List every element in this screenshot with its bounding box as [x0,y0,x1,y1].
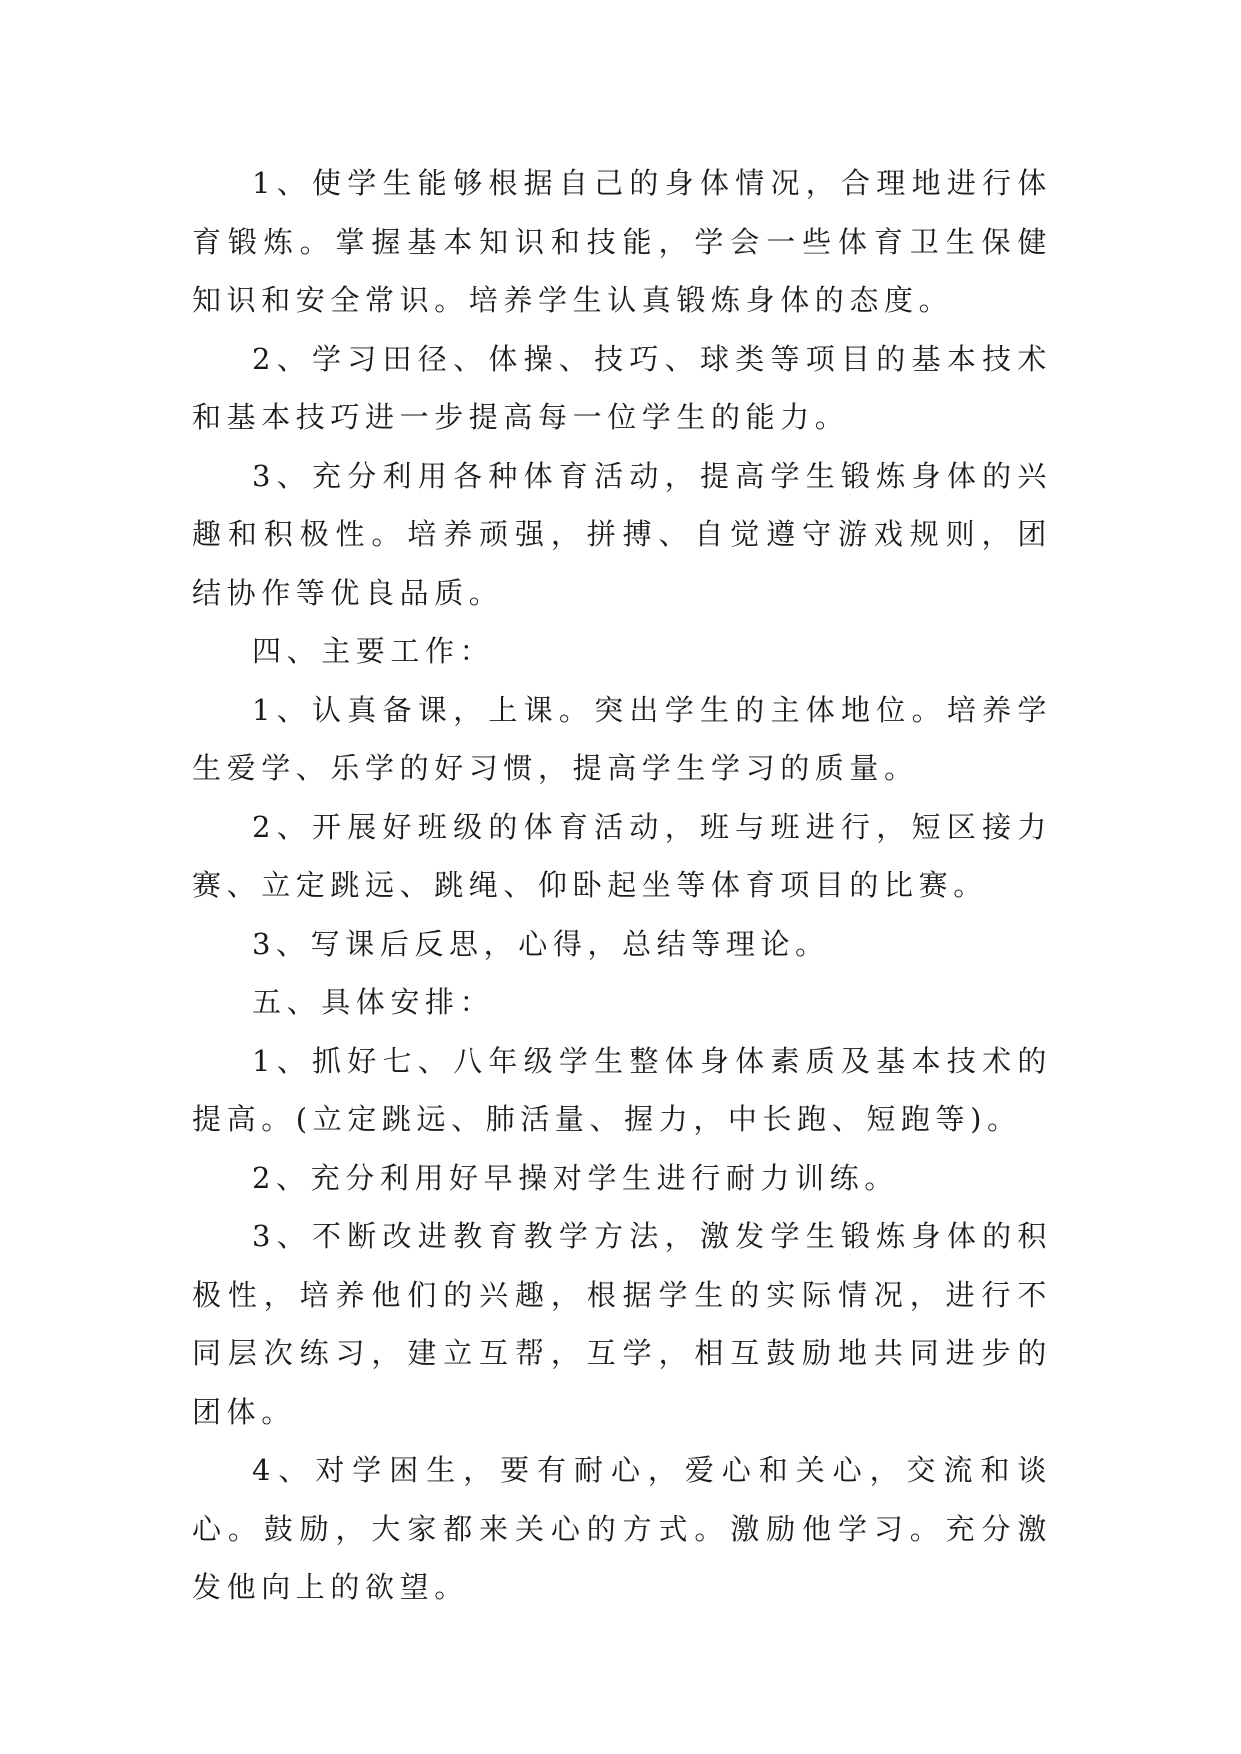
paragraph-arrangement-1: 1、抓好七、八年级学生整体身体素质及基本技术的提高。(立定跳远、肺活量、握力，中长跑、短跑等)。 [192,1043,1052,1136]
paragraph-arrangement-2: 2、充分利用好早操对学生进行耐力训练。 [252,1160,899,1195]
paragraph-goal-2: 2、学习田径、体操、技巧、球类等项目的基本技术和基本技巧进一步提高每一位学生的能力。 [192,341,1052,434]
paragraph-arrangement-3: 3、不断改进教育教学方法，激发学生锻炼身体的积极性，培养他们的兴趣，根据学生的实际情况，进行不同层次练习，建立互帮，互学，相互鼓励地共同进步的团体。 [192,1219,1052,1429]
paragraph-goal-3: 3、充分利用各种体育活动，提高学生锻炼身体的兴趣和积极性。培养顽强，拼搏、自觉遵守游戏规则，团结协作等优良品质。 [192,458,1052,610]
paragraph-goal-1: 1、使学生能够根据自己的身体情况，合理地进行体育锻炼。掌握基本知识和技能，学会一些体育卫生保健知识和安全常识。培养学生认真锻炼身体的态度。 [192,166,1052,317]
document-body [192,154,1052,1617]
paragraph-arrangement-4: 4、对学困生，要有耐心，爱心和关心，交流和谈心。鼓励，大家都来关心的方式。激励他学习。充分激发他向上的欲望。 [192,1453,1052,1604]
paragraph-work-2: 2、开展好班级的体育活动，班与班进行，短区接力赛、立定跳远、跳绳、仰卧起坐等体育项目的比赛。 [192,809,1052,902]
paragraph-work-3: 3、写课后反思，心得，总结等理论。 [252,926,830,961]
section-heading-arrangement: 五、具体安排： [252,985,495,1019]
paragraph-work-1: 1、认真备课，上课。突出学生的主体地位。培养学生爱学、乐学的好习惯，提高学生学习的质量。 [192,692,1052,785]
section-heading-main-work: 四、主要工作： [252,634,495,668]
